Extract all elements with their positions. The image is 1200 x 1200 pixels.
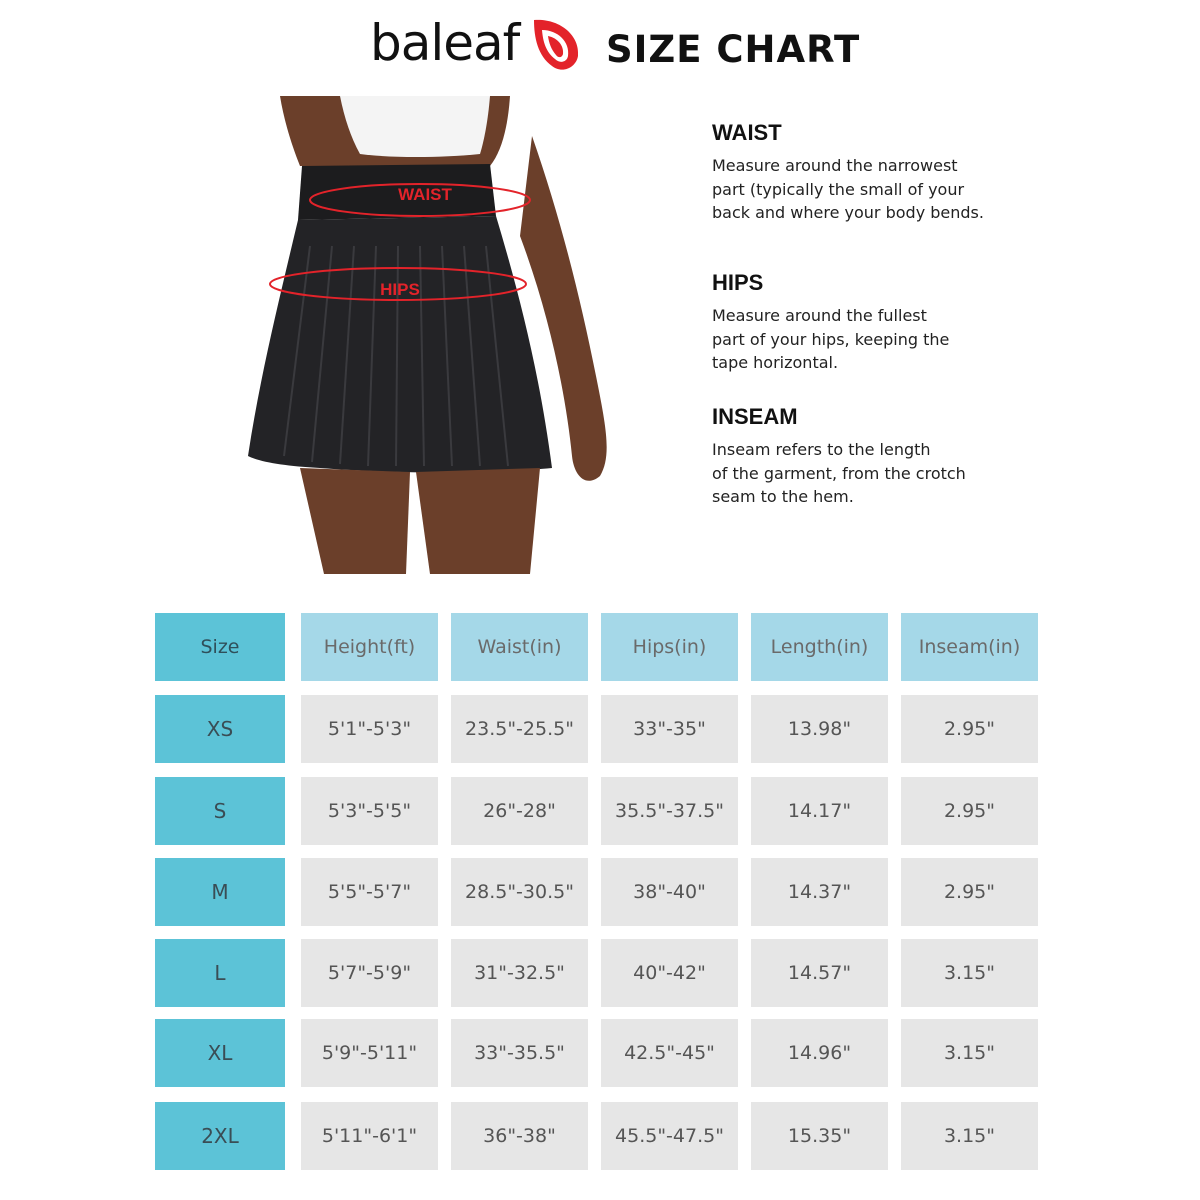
page-header xyxy=(0,14,1200,84)
definition-text: Measure around the fullest part of your hips, keeping the tape horizontal. xyxy=(712,306,950,372)
model-illustration xyxy=(240,96,630,574)
brand-logo-text: baleaf xyxy=(370,14,520,72)
definition-text: Inseam refers to the length of the garment, from the crotch seam to the hem. xyxy=(712,440,966,506)
table-size-cell: M xyxy=(155,858,285,926)
table-header-waist: Waist(in) xyxy=(451,613,588,681)
table-cell: 14.96" xyxy=(751,1019,888,1087)
table-header-height: Height(ft) xyxy=(301,613,438,681)
definition-waist xyxy=(712,120,1132,225)
table-cell: 5'7"-5'9" xyxy=(301,939,438,1007)
hips-measure-label: HIPS xyxy=(380,280,420,299)
table-cell: 26"-28" xyxy=(451,777,588,845)
table-cell: 5'5"-5'7" xyxy=(301,858,438,926)
table-cell: 23.5"-25.5" xyxy=(451,695,588,763)
definition-title: INSEAM xyxy=(712,404,798,429)
table-cell: 2.95" xyxy=(901,777,1038,845)
table-cell: 36"-38" xyxy=(451,1102,588,1170)
brand-leaf-icon xyxy=(528,16,584,76)
table-cell: 33"-35.5" xyxy=(451,1019,588,1087)
table-cell: 3.15" xyxy=(901,1019,1038,1087)
definition-text: Measure around the narrowest part (typically the small of your back and where your body bends. xyxy=(712,156,984,222)
table-cell: 14.57" xyxy=(751,939,888,1007)
table-cell: 2.95" xyxy=(901,858,1038,926)
table-cell: 3.15" xyxy=(901,939,1038,1007)
table-cell: 40"-42" xyxy=(601,939,738,1007)
table-cell: 2.95" xyxy=(901,695,1038,763)
waist-measure-label: WAIST xyxy=(398,185,452,204)
table-cell: 31"-32.5" xyxy=(451,939,588,1007)
table-cell: 5'11"-6'1" xyxy=(301,1102,438,1170)
table-cell: 5'3"-5'5" xyxy=(301,777,438,845)
table-header-length: Length(in) xyxy=(751,613,888,681)
table-cell: 3.15" xyxy=(901,1102,1038,1170)
table-cell: 33"-35" xyxy=(601,695,738,763)
table-size-cell: L xyxy=(155,939,285,1007)
table-header-inseam: Inseam(in) xyxy=(901,613,1038,681)
table-header-size: Size xyxy=(155,613,285,681)
table-cell: 42.5"-45" xyxy=(601,1019,738,1087)
page-title: SIZE CHART xyxy=(606,28,861,71)
table-cell: 13.98" xyxy=(751,695,888,763)
table-cell: 38"-40" xyxy=(601,858,738,926)
table-cell: 5'1"-5'3" xyxy=(301,695,438,763)
definition-inseam xyxy=(712,404,1132,509)
table-cell: 45.5"-47.5" xyxy=(601,1102,738,1170)
definition-title: WAIST xyxy=(712,120,782,145)
table-cell: 35.5"-37.5" xyxy=(601,777,738,845)
table-cell: 15.35" xyxy=(751,1102,888,1170)
table-header-hips: Hips(in) xyxy=(601,613,738,681)
table-cell: 14.37" xyxy=(751,858,888,926)
table-cell: 28.5"-30.5" xyxy=(451,858,588,926)
table-cell: 5'9"-5'11" xyxy=(301,1019,438,1087)
table-cell: 14.17" xyxy=(751,777,888,845)
table-size-cell: S xyxy=(155,777,285,845)
definition-hips xyxy=(712,270,1132,375)
table-size-cell: XS xyxy=(155,695,285,763)
table-size-cell: XL xyxy=(155,1019,285,1087)
table-size-cell: 2XL xyxy=(155,1102,285,1170)
definition-title: HIPS xyxy=(712,270,764,295)
